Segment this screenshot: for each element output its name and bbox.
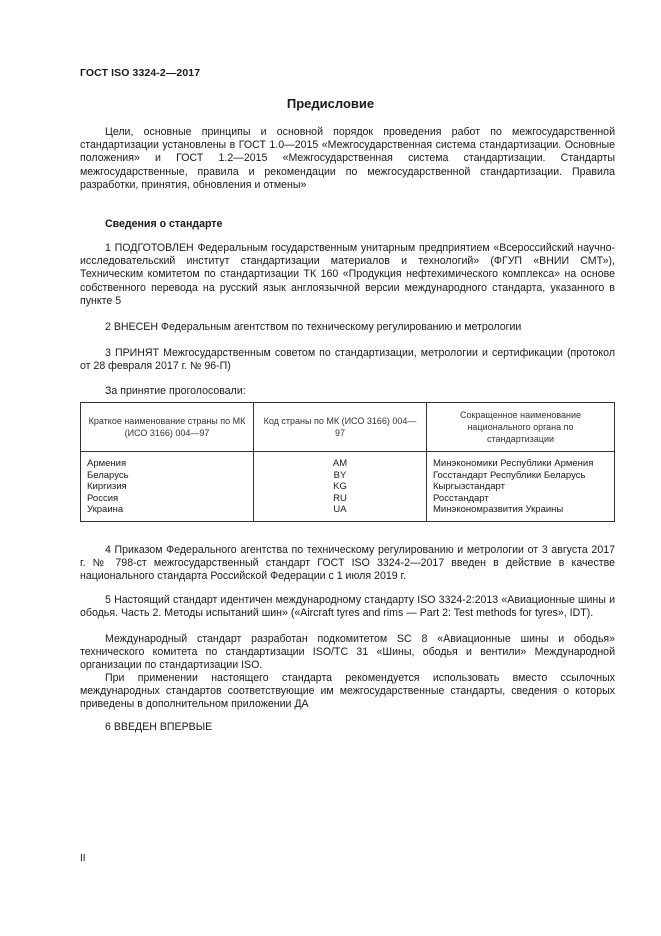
table-codes: AM BY KG RU UA bbox=[254, 452, 427, 522]
item-1-text: 1 ПОДГОТОВЛЕН Федеральным государственным унитарным предприятием «Всероссийский научно-исследовательский институт стандартизации материалов и технологий» (ФГУП «ВНИИ СМТ»), Техническим комитетом по стандартизации ТК 160 «Продукция нефтехимического комплекса» на основе собственного перевода на русский язык англоязычной версии международного стандарта, указанного в пункте 5 bbox=[80, 242, 615, 307]
subheading: Сведения о стандарте bbox=[105, 218, 223, 230]
item-1 bbox=[80, 242, 615, 308]
item-4 bbox=[80, 544, 615, 584]
item-5-paragraph-2 bbox=[80, 633, 615, 673]
item-4-text: 4 Приказом Федерального агентства по техническому регулированию и метрологии от 3 августа 2017 г. № 798-ст межгосударственный стандарт ГОСТ ISO 3324-2—2017 введен в действие в качестве национального стандарта Российской Федерации с 1 июля 2019 г. bbox=[80, 544, 615, 583]
intro-paragraph bbox=[80, 126, 615, 192]
item-6 bbox=[80, 721, 615, 734]
page-title: Предисловие bbox=[286, 96, 375, 111]
item-3-text: 3 ПРИНЯТ Межгосударственным советом по стандартизации, метрологии и сертификации (протокол от 28 февраля 2017 г. № 96-П) bbox=[80, 347, 615, 373]
table-countries: Армения Беларусь Киргизия Россия Украина bbox=[81, 452, 254, 522]
table-header-country: Краткое наименование страны по МК (ИСО 3166) 004—97 bbox=[81, 403, 254, 452]
item-5c-text: При применении настоящего стандарта рекомендуется использовать вместо ссылочных международных стандартов соответствующие им межгосударственные стандарты, сведения о которых приведены в дополнительном приложении ДА bbox=[80, 672, 615, 711]
voted-line bbox=[80, 385, 615, 398]
page-number: II bbox=[80, 853, 86, 864]
item-6-text: 6 ВВЕДЕН ВПЕРВЫЕ bbox=[105, 721, 213, 733]
voted-text: За принятие проголосовали: bbox=[105, 385, 246, 397]
item-3 bbox=[80, 347, 615, 373]
intro-text: Цели, основные принципы и основной порядок проведения работ по межгосударственной стандартизации установлены в ГОСТ 1.0—2015 «Межгосударственная система стандартизации. Основные положения» и ГОСТ 1.2—2015 «Межгосударственная система стандартизации. Стандарты межгосударственные, правила и рекомендации по межгосударственной стандартизации. Правила разработки, принятия, обновления и отмены» bbox=[80, 126, 615, 191]
table-header-code: Код страны по МК (ИСО 3166) 004—97 bbox=[254, 403, 427, 452]
item-5b-text: Международный стандарт разработан подкомитетом SC 8 «Авиационные шины и ободья» технического комитета по стандартизации ISO/TC 31 «Шины, ободья и вентили» Международной организации по стандартизации ISO. bbox=[80, 633, 615, 672]
item-5-paragraph-3 bbox=[80, 672, 615, 712]
item-2 bbox=[80, 321, 615, 334]
voting-table bbox=[80, 402, 615, 522]
item-5 bbox=[80, 594, 615, 620]
item-5-text: 5 Настоящий стандарт идентичен международному стандарту ISO 3324-2:2013 «Авиационные шины и ободья. Часть 2. Методы испытаний шин» («Aircraft tyres and rims — Part 2: Test methods for tyres», IDT). bbox=[80, 594, 615, 620]
document-header: ГОСТ ISO 3324-2—2017 bbox=[80, 67, 201, 79]
table-row bbox=[81, 452, 615, 522]
item-2-text: 2 ВНЕСЕН Федеральным агентством по техническому регулированию и метрологии bbox=[105, 321, 522, 333]
table-header-row bbox=[81, 403, 615, 452]
table-bodies: Минэкономики Республики Армения Госстандарт Республики Беларусь Кыргызстандарт Росстандарт Минэкономразвития Украины bbox=[427, 452, 615, 522]
table-header-body: Сокращенное наименование национального органа по стандартизации bbox=[427, 403, 615, 452]
